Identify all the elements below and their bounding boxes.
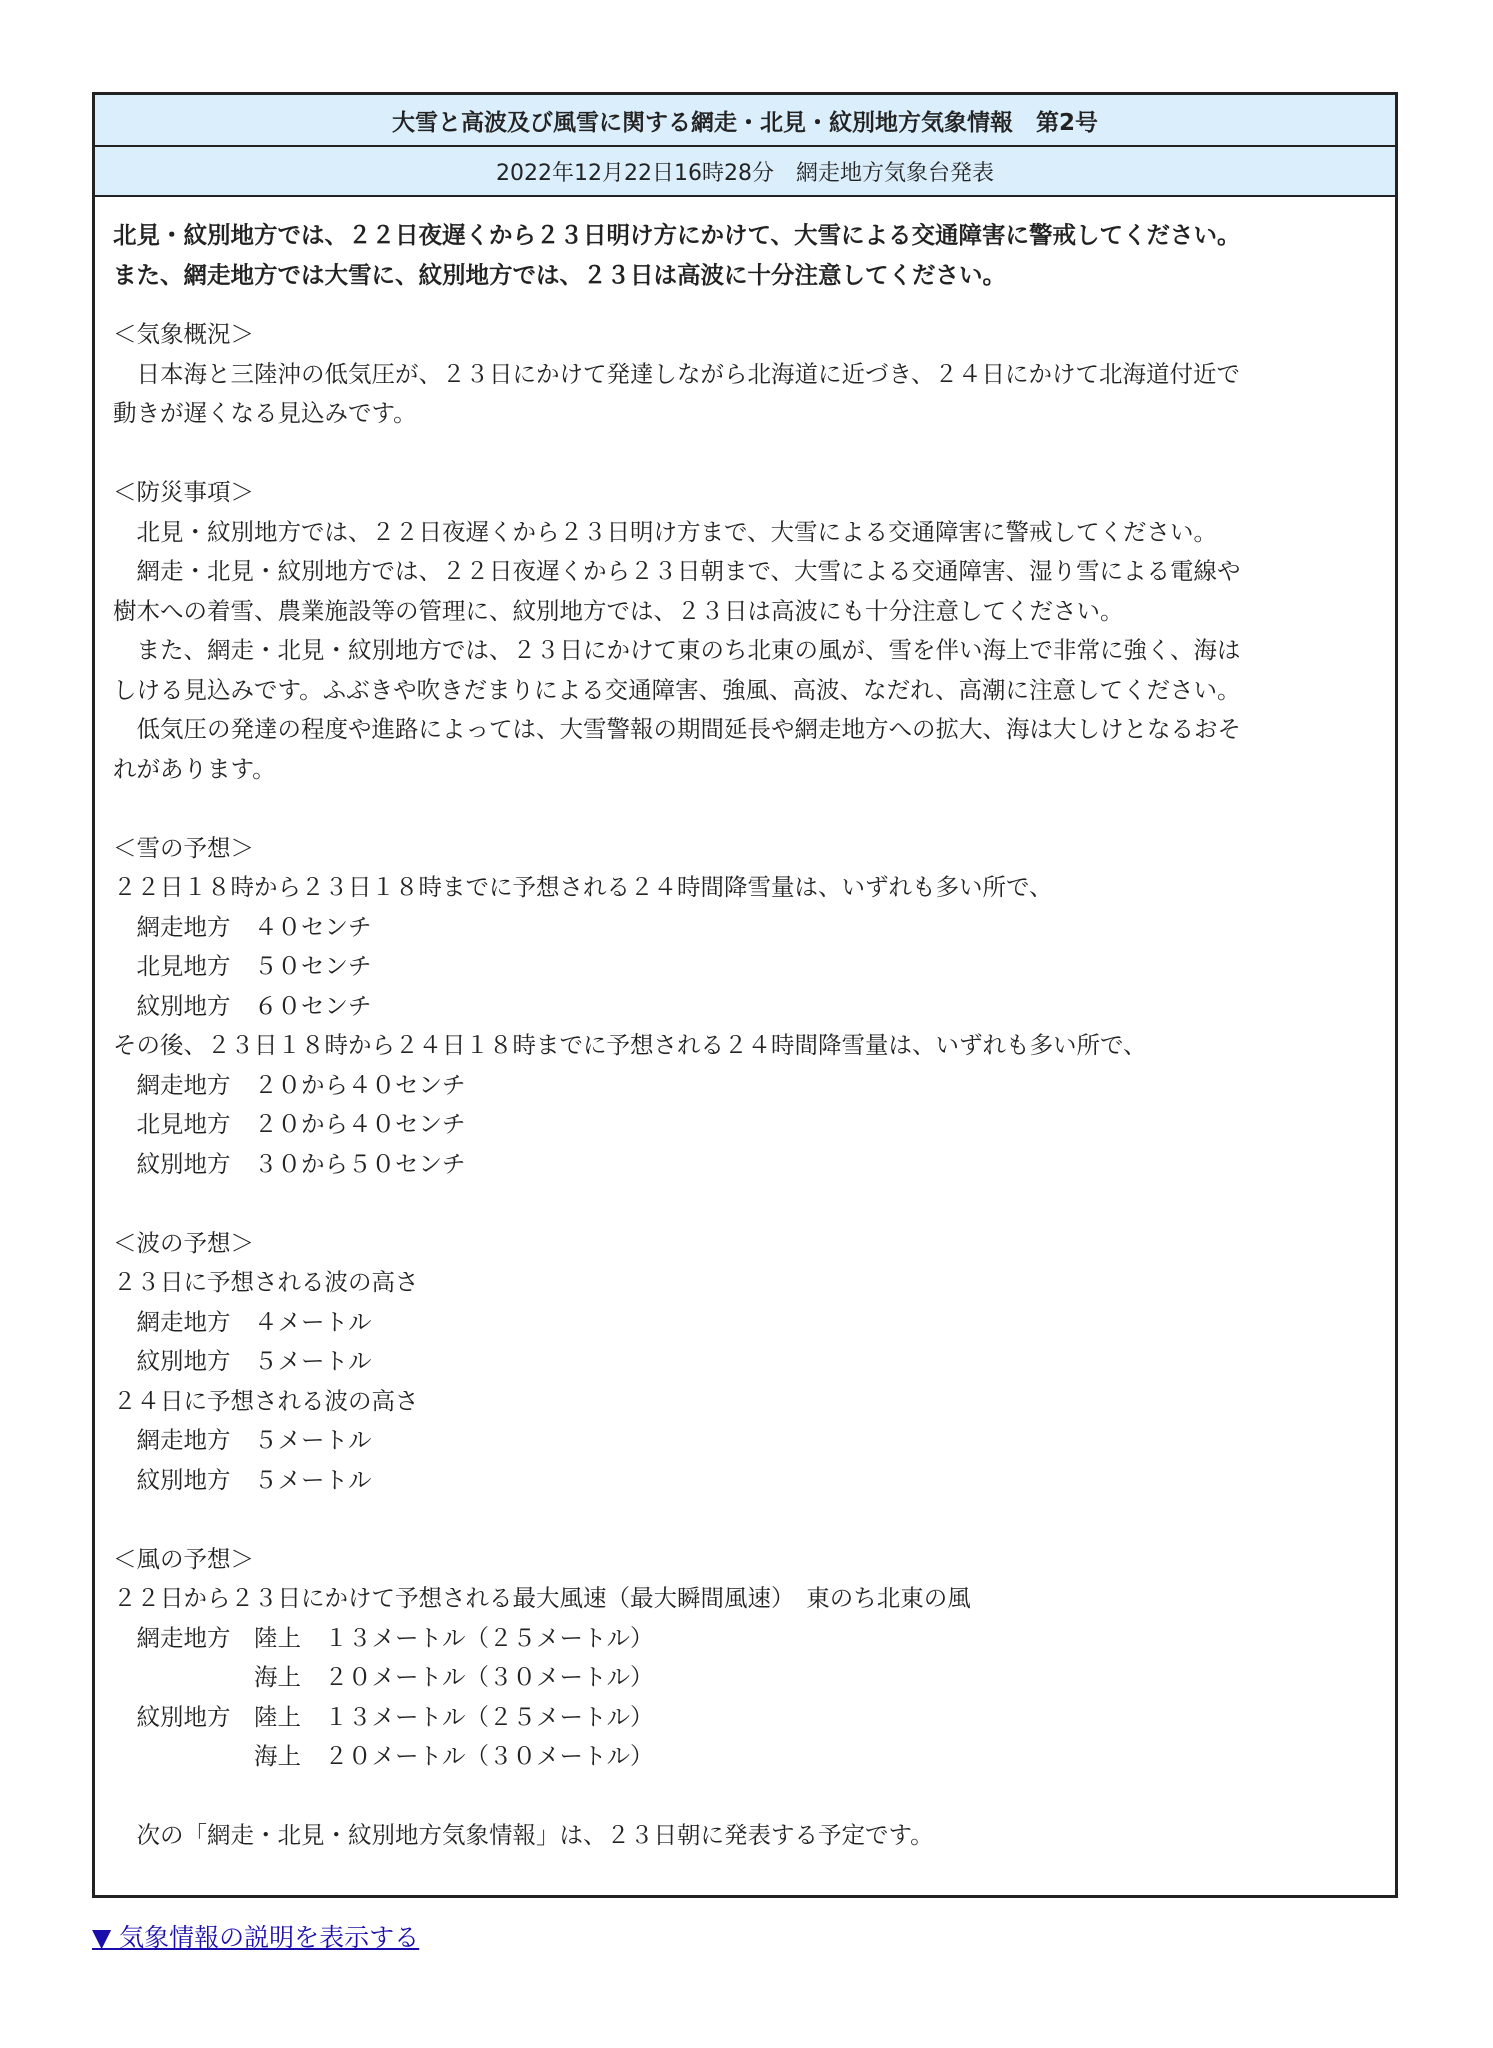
body-line: 低気圧の発達の程度や進路によっては、大雪警報の期間延長や網走地方への拡大、海は大しけとなるおそ — [113, 715, 1241, 743]
body-line: その後、２３日１８時から２４日１８時までに予想される２４時間降雪量は、いずれも多い所で、 — [113, 1031, 1147, 1059]
body-line: しける見込みです。ふぶきや吹きだまりによる交通障害、強風、高波、なだれ、高潮に注意してください。 — [113, 675, 1241, 704]
body-line: 紋別地方 ５メートル — [113, 1465, 372, 1494]
headline-warning — [113, 215, 1381, 295]
body-line: ２３日に予想される波の高さ — [113, 1268, 419, 1296]
body-line: れがあります。 — [113, 754, 276, 783]
body-line: 網走地方 ４０センチ — [113, 912, 372, 941]
body-line: ２２日１８時から２３日１８時までに予想される２４時間降雪量は、いずれも多い所で、 — [113, 873, 1053, 901]
body-line: 動きが遅くなる見込みです。 — [113, 399, 417, 427]
body-line: また、網走・北見・紋別地方では、２３日にかけて東のち北東の風が、雪を伴い海上で非常に強く、海は — [113, 636, 1241, 664]
blank-line — [113, 434, 1381, 474]
headline-line: 北見・紋別地方では、２２日夜遅くから２３日明け方にかけて、大雪による交通障害に警戒してください。 — [113, 221, 1241, 249]
section-heading: ＜波の予想＞ — [113, 1228, 254, 1257]
body-line: 網走地方 ２０から４０センチ — [113, 1070, 466, 1099]
blank-line — [113, 789, 1381, 829]
body-line: 海上 ２０メートル（３０メートル） — [113, 1663, 654, 1691]
weather-info-report — [92, 92, 1398, 1898]
body-line: 北見・紋別地方では、２２日夜遅くから２３日明け方まで、大雪による交通障害に警戒してください。 — [113, 517, 1218, 546]
body-line: 北見地方 ２０から４０センチ — [113, 1110, 466, 1138]
body-line: 網走・北見・紋別地方では、２２日夜遅くから２３日朝まで、大雪による交通障害、湿り雪による電線や — [113, 557, 1241, 585]
section-heading: ＜気象概況＞ — [113, 320, 254, 348]
blank-line — [113, 1777, 1381, 1817]
body-line: ２４日に予想される波の高さ — [113, 1386, 419, 1415]
headline-line: また、網走地方では大雪に、紋別地方では、２３日は高波に十分注意してください。 — [113, 261, 1006, 289]
blank-line — [113, 1500, 1381, 1540]
section-heading: ＜雪の予想＞ — [113, 833, 254, 862]
section-heading: ＜防災事項＞ — [113, 478, 254, 506]
report-body — [113, 215, 1381, 1856]
body-line: 網走地方 陸上 １３メートル（２５メートル） — [113, 1623, 654, 1652]
body-line: 紋別地方 陸上 １３メートル（２５メートル） — [113, 1702, 654, 1731]
body-line: 次の「網走・北見・紋別地方気象情報」は、２３日朝に発表する予定です。 — [113, 1821, 934, 1849]
issue-datetime: 2022年12月22日16時28分 網走地方気象台発表 — [95, 147, 1395, 197]
section-heading: ＜風の予想＞ — [113, 1544, 254, 1573]
body-line: 海上 ２０メートル（３０メートル） — [113, 1742, 654, 1770]
body-text — [113, 315, 1381, 1856]
body-line: 紋別地方 ５メートル — [113, 1347, 372, 1375]
body-line: 北見地方 ５０センチ — [113, 952, 372, 980]
body-line: 樹木への着雪、農業施設等の管理に、紋別地方では、２３日は高波にも十分注意してください。 — [113, 596, 1124, 625]
body-line: 紋別地方 ６０センチ — [113, 991, 372, 1020]
body-line: 網走地方 ５メートル — [113, 1426, 372, 1454]
body-line: 紋別地方 ３０から５０センチ — [113, 1149, 466, 1178]
body-line: ２２日から２３日にかけて予想される最大風速（最大瞬間風速） 東のち北東の風 — [113, 1584, 971, 1612]
body-line: 網走地方 ４メートル — [113, 1307, 372, 1336]
show-explanation-link[interactable]: ▼ 気象情報の説明を表示する — [92, 1923, 420, 1952]
report-title: 大雪と高波及び風雪に関する網走・北見・紋別地方気象情報 第2号 — [95, 95, 1395, 147]
body-line: 日本海と三陸沖の低気圧が、２３日にかけて発達しながら北海道に近づき、２４日にかけて北海道付近で — [113, 359, 1241, 388]
blank-line — [113, 1184, 1381, 1224]
